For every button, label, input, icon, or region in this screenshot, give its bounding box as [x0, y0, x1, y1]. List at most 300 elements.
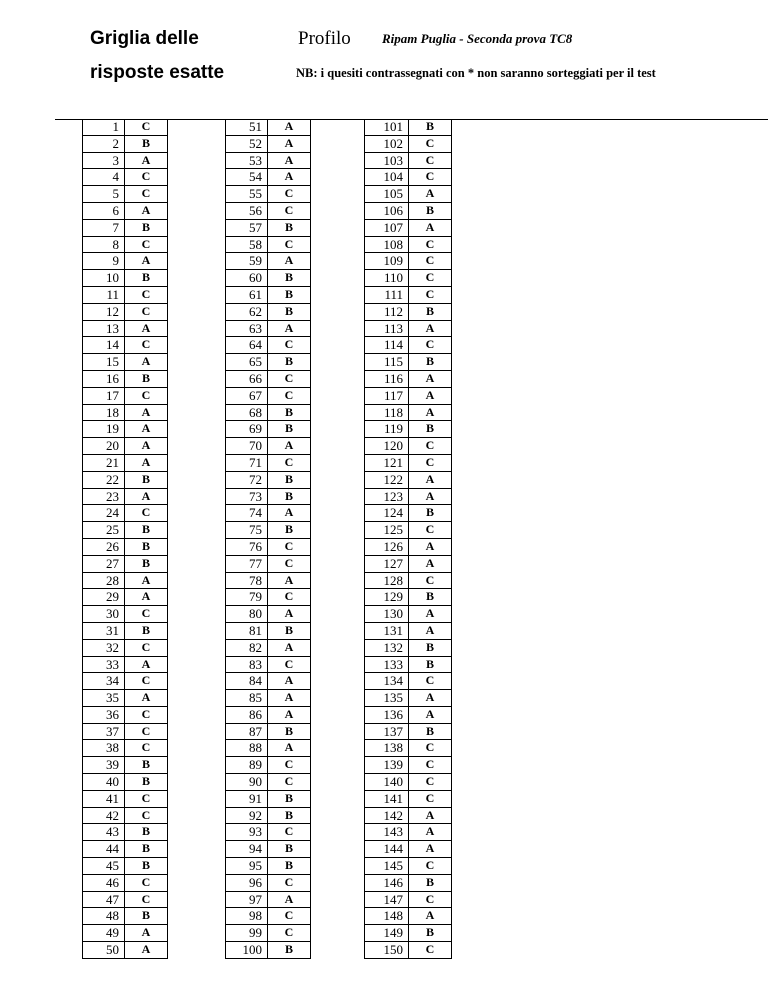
answer-letter: A [409, 807, 452, 824]
answer-letter: C [409, 454, 452, 471]
question-number: 36 [83, 706, 125, 723]
answer-letter: B [268, 354, 311, 371]
table-row [226, 186, 311, 203]
question-number: 21 [83, 454, 125, 471]
answer-letter: B [268, 471, 311, 488]
table-row [83, 656, 168, 673]
question-number: 90 [226, 774, 268, 791]
answer-letter: C [268, 656, 311, 673]
answer-letter: C [409, 572, 452, 589]
table-row [83, 119, 168, 135]
table-row [226, 841, 311, 858]
answer-letter: C [409, 774, 452, 791]
question-number: 85 [226, 690, 268, 707]
answer-letter: B [125, 538, 168, 555]
question-number: 74 [226, 505, 268, 522]
answer-letter: A [125, 253, 168, 270]
question-number: 100 [226, 942, 268, 959]
table-row [365, 454, 452, 471]
question-number: 52 [226, 135, 268, 152]
question-number: 109 [365, 253, 409, 270]
answer-letter: B [268, 858, 311, 875]
table-row [83, 942, 168, 959]
question-number: 72 [226, 471, 268, 488]
question-number: 136 [365, 706, 409, 723]
table-row [365, 152, 452, 169]
question-number: 147 [365, 891, 409, 908]
question-number: 27 [83, 555, 125, 572]
answer-letter: C [268, 337, 311, 354]
table-row [365, 690, 452, 707]
answer-letter: A [125, 421, 168, 438]
answer-letter: A [409, 404, 452, 421]
question-number: 94 [226, 841, 268, 858]
question-number: 33 [83, 656, 125, 673]
table-row [83, 286, 168, 303]
table-row [226, 320, 311, 337]
table-row [365, 471, 452, 488]
question-number: 8 [83, 236, 125, 253]
answer-letter: C [125, 673, 168, 690]
answer-letter: A [125, 572, 168, 589]
note: NB: i quesiti contrassegnati con * non saranno sorteggiati per il test [296, 66, 656, 80]
table-row [226, 202, 311, 219]
answer-letter: B [409, 354, 452, 371]
answer-letter: B [268, 286, 311, 303]
table-row [83, 555, 168, 572]
answer-letter: C [268, 202, 311, 219]
table-row [365, 236, 452, 253]
table-row [226, 438, 311, 455]
answer-letter: A [409, 186, 452, 203]
table-row [83, 706, 168, 723]
table-row [226, 270, 311, 287]
answer-letter: B [268, 807, 311, 824]
question-number: 7 [83, 219, 125, 236]
table-row [83, 202, 168, 219]
question-number: 144 [365, 841, 409, 858]
question-number: 95 [226, 858, 268, 875]
question-number: 19 [83, 421, 125, 438]
answer-letter: B [409, 303, 452, 320]
question-number: 145 [365, 858, 409, 875]
answer-letter: B [268, 303, 311, 320]
answer-letter: A [268, 639, 311, 656]
table-row [226, 253, 311, 270]
table-row [83, 135, 168, 152]
answer-letter: A [268, 119, 311, 135]
answer-letter: B [125, 908, 168, 925]
answer-letter: C [125, 337, 168, 354]
table-row [365, 858, 452, 875]
table-row [226, 790, 311, 807]
answer-letter: A [409, 538, 452, 555]
question-number: 78 [226, 572, 268, 589]
question-number: 69 [226, 421, 268, 438]
question-number: 142 [365, 807, 409, 824]
question-number: 103 [365, 152, 409, 169]
question-number: 139 [365, 757, 409, 774]
answer-letter: A [409, 320, 452, 337]
answer-letter: C [409, 337, 452, 354]
answer-letter: C [409, 253, 452, 270]
question-number: 125 [365, 522, 409, 539]
answer-letter: A [268, 169, 311, 186]
question-number: 118 [365, 404, 409, 421]
answer-letter: A [409, 690, 452, 707]
answer-letter: A [125, 656, 168, 673]
question-number: 71 [226, 454, 268, 471]
question-number: 58 [226, 236, 268, 253]
question-number: 65 [226, 354, 268, 371]
question-number: 119 [365, 421, 409, 438]
answer-letter: A [268, 740, 311, 757]
question-number: 131 [365, 622, 409, 639]
answer-letter: A [125, 438, 168, 455]
table-row [83, 186, 168, 203]
answer-letter: A [125, 202, 168, 219]
table-row [365, 119, 452, 135]
table-row [226, 152, 311, 169]
question-number: 26 [83, 538, 125, 555]
answer-table-1 [82, 119, 168, 959]
question-number: 133 [365, 656, 409, 673]
answer-letter: B [125, 219, 168, 236]
table-row [226, 404, 311, 421]
answer-letter: C [409, 790, 452, 807]
table-row [365, 589, 452, 606]
answer-letter: A [409, 555, 452, 572]
answer-letter: B [268, 522, 311, 539]
question-number: 130 [365, 606, 409, 623]
answer-letter: A [125, 589, 168, 606]
table-row [226, 387, 311, 404]
answer-letter: C [268, 925, 311, 942]
question-number: 12 [83, 303, 125, 320]
table-row [365, 354, 452, 371]
question-number: 47 [83, 891, 125, 908]
question-number: 6 [83, 202, 125, 219]
question-number: 51 [226, 119, 268, 135]
answer-letter: C [409, 270, 452, 287]
table-row [83, 757, 168, 774]
question-number: 92 [226, 807, 268, 824]
answer-letter: C [268, 186, 311, 203]
question-number: 48 [83, 908, 125, 925]
question-number: 22 [83, 471, 125, 488]
table-row [365, 286, 452, 303]
table-row [83, 219, 168, 236]
question-number: 30 [83, 606, 125, 623]
table-row [365, 723, 452, 740]
table-row [83, 589, 168, 606]
answer-letter: B [268, 488, 311, 505]
table-row [365, 757, 452, 774]
answer-letter: A [268, 152, 311, 169]
answer-letter: B [125, 841, 168, 858]
table-row [226, 858, 311, 875]
table-row [226, 354, 311, 371]
answer-letter: B [409, 589, 452, 606]
table-row [226, 874, 311, 891]
answer-letter: A [268, 706, 311, 723]
table-row [226, 908, 311, 925]
table-row [83, 387, 168, 404]
question-number: 66 [226, 370, 268, 387]
question-number: 2 [83, 135, 125, 152]
answer-letter: A [409, 606, 452, 623]
table-row [226, 505, 311, 522]
question-number: 93 [226, 824, 268, 841]
question-number: 128 [365, 572, 409, 589]
question-number: 108 [365, 236, 409, 253]
question-number: 68 [226, 404, 268, 421]
table-row [226, 370, 311, 387]
answer-letter: C [125, 286, 168, 303]
table-row [83, 538, 168, 555]
title-line-2: risposte esatte [90, 62, 225, 83]
answer-letter: B [409, 925, 452, 942]
table-row [226, 656, 311, 673]
answer-letter: C [268, 538, 311, 555]
table-row [226, 421, 311, 438]
table-row [226, 119, 311, 135]
table-row [83, 522, 168, 539]
question-number: 41 [83, 790, 125, 807]
question-number: 77 [226, 555, 268, 572]
answer-letter: B [125, 555, 168, 572]
question-number: 64 [226, 337, 268, 354]
question-number: 18 [83, 404, 125, 421]
question-number: 17 [83, 387, 125, 404]
table-row [226, 622, 311, 639]
question-number: 87 [226, 723, 268, 740]
question-number: 104 [365, 169, 409, 186]
answer-letter: C [409, 858, 452, 875]
question-number: 114 [365, 337, 409, 354]
table-row [365, 169, 452, 186]
answer-letter: C [409, 152, 452, 169]
table-row [226, 807, 311, 824]
question-number: 44 [83, 841, 125, 858]
table-row [226, 572, 311, 589]
question-number: 15 [83, 354, 125, 371]
table-row [83, 303, 168, 320]
answer-letter: B [409, 119, 452, 135]
question-number: 73 [226, 488, 268, 505]
question-number: 116 [365, 370, 409, 387]
question-number: 115 [365, 354, 409, 371]
table-row [226, 589, 311, 606]
question-number: 56 [226, 202, 268, 219]
table-row [365, 538, 452, 555]
answer-letter: B [268, 790, 311, 807]
answer-letter: C [268, 454, 311, 471]
answer-letter: A [409, 370, 452, 387]
table-row [83, 790, 168, 807]
table-row [83, 874, 168, 891]
answer-letter: C [409, 236, 452, 253]
table-row [365, 706, 452, 723]
answer-letter: B [409, 874, 452, 891]
table-row [226, 522, 311, 539]
question-number: 23 [83, 488, 125, 505]
table-row [226, 925, 311, 942]
table-row [226, 454, 311, 471]
question-number: 127 [365, 555, 409, 572]
table-row [226, 488, 311, 505]
question-number: 134 [365, 673, 409, 690]
table-row [365, 186, 452, 203]
table-row [83, 488, 168, 505]
table-row [83, 370, 168, 387]
question-number: 105 [365, 186, 409, 203]
question-number: 3 [83, 152, 125, 169]
answer-letter: C [409, 942, 452, 959]
answer-letter: C [125, 706, 168, 723]
answer-letter: C [268, 370, 311, 387]
answer-letter: B [268, 723, 311, 740]
question-number: 5 [83, 186, 125, 203]
question-number: 63 [226, 320, 268, 337]
question-number: 83 [226, 656, 268, 673]
answer-letter: A [268, 572, 311, 589]
question-number: 113 [365, 320, 409, 337]
table-row [365, 505, 452, 522]
answer-letter: A [409, 219, 452, 236]
table-row [365, 572, 452, 589]
question-number: 75 [226, 522, 268, 539]
question-number: 50 [83, 942, 125, 959]
answer-letter: B [268, 942, 311, 959]
table-row [226, 757, 311, 774]
table-row [226, 673, 311, 690]
table-row [226, 538, 311, 555]
answer-letter: B [268, 421, 311, 438]
table-row [83, 572, 168, 589]
answer-letter: C [125, 891, 168, 908]
table-row [365, 404, 452, 421]
answer-letter: B [409, 505, 452, 522]
answer-letter: C [409, 522, 452, 539]
answer-letter: B [125, 471, 168, 488]
answer-letter: B [409, 656, 452, 673]
answer-letter: C [125, 119, 168, 135]
table-row [365, 219, 452, 236]
table-row [226, 135, 311, 152]
answer-letter: A [268, 320, 311, 337]
title-line-1: Griglia delle [90, 28, 199, 49]
table-row [226, 942, 311, 959]
answer-letter: A [268, 253, 311, 270]
table-row [365, 135, 452, 152]
table-row [226, 236, 311, 253]
question-number: 20 [83, 438, 125, 455]
answer-letter: C [409, 438, 452, 455]
question-number: 1 [83, 119, 125, 135]
question-number: 16 [83, 370, 125, 387]
answer-letter: C [125, 186, 168, 203]
table-row [365, 337, 452, 354]
table-row [83, 438, 168, 455]
table-row [365, 891, 452, 908]
table-row [365, 908, 452, 925]
question-number: 4 [83, 169, 125, 186]
table-row [83, 404, 168, 421]
table-row [226, 219, 311, 236]
question-number: 54 [226, 169, 268, 186]
question-number: 45 [83, 858, 125, 875]
answer-letter: C [125, 505, 168, 522]
answer-letter: C [268, 387, 311, 404]
table-row [83, 152, 168, 169]
answer-letter: A [125, 942, 168, 959]
answer-letter: C [268, 757, 311, 774]
question-number: 111 [365, 286, 409, 303]
answer-letter: A [125, 488, 168, 505]
table-row [83, 690, 168, 707]
question-number: 35 [83, 690, 125, 707]
question-number: 120 [365, 438, 409, 455]
question-number: 25 [83, 522, 125, 539]
table-row [226, 471, 311, 488]
question-number: 150 [365, 942, 409, 959]
question-number: 28 [83, 572, 125, 589]
table-row [365, 421, 452, 438]
question-number: 43 [83, 824, 125, 841]
exam-name: Ripam Puglia - Seconda prova TC8 [382, 31, 573, 46]
table-row [83, 337, 168, 354]
answer-letter: B [125, 270, 168, 287]
answer-letter: C [409, 169, 452, 186]
table-row [226, 690, 311, 707]
question-number: 70 [226, 438, 268, 455]
table-row [365, 438, 452, 455]
answer-letter: B [268, 219, 311, 236]
table-row [83, 606, 168, 623]
table-row [365, 925, 452, 942]
question-number: 124 [365, 505, 409, 522]
table-row [226, 337, 311, 354]
question-number: 148 [365, 908, 409, 925]
question-number: 140 [365, 774, 409, 791]
answer-letter: A [125, 404, 168, 421]
answer-letter: C [125, 169, 168, 186]
question-number: 59 [226, 253, 268, 270]
table-row [365, 942, 452, 959]
question-number: 89 [226, 757, 268, 774]
table-row [83, 505, 168, 522]
answer-letter: C [268, 824, 311, 841]
answer-letter: A [268, 690, 311, 707]
question-number: 24 [83, 505, 125, 522]
table-row [83, 774, 168, 791]
question-number: 42 [83, 807, 125, 824]
answer-letter: B [125, 824, 168, 841]
question-number: 29 [83, 589, 125, 606]
table-row [83, 253, 168, 270]
table-row [226, 606, 311, 623]
question-number: 79 [226, 589, 268, 606]
table-row [365, 824, 452, 841]
answer-letter: B [268, 404, 311, 421]
question-number: 129 [365, 589, 409, 606]
question-number: 86 [226, 706, 268, 723]
table-row [83, 421, 168, 438]
question-number: 123 [365, 488, 409, 505]
question-number: 143 [365, 824, 409, 841]
table-row [83, 169, 168, 186]
